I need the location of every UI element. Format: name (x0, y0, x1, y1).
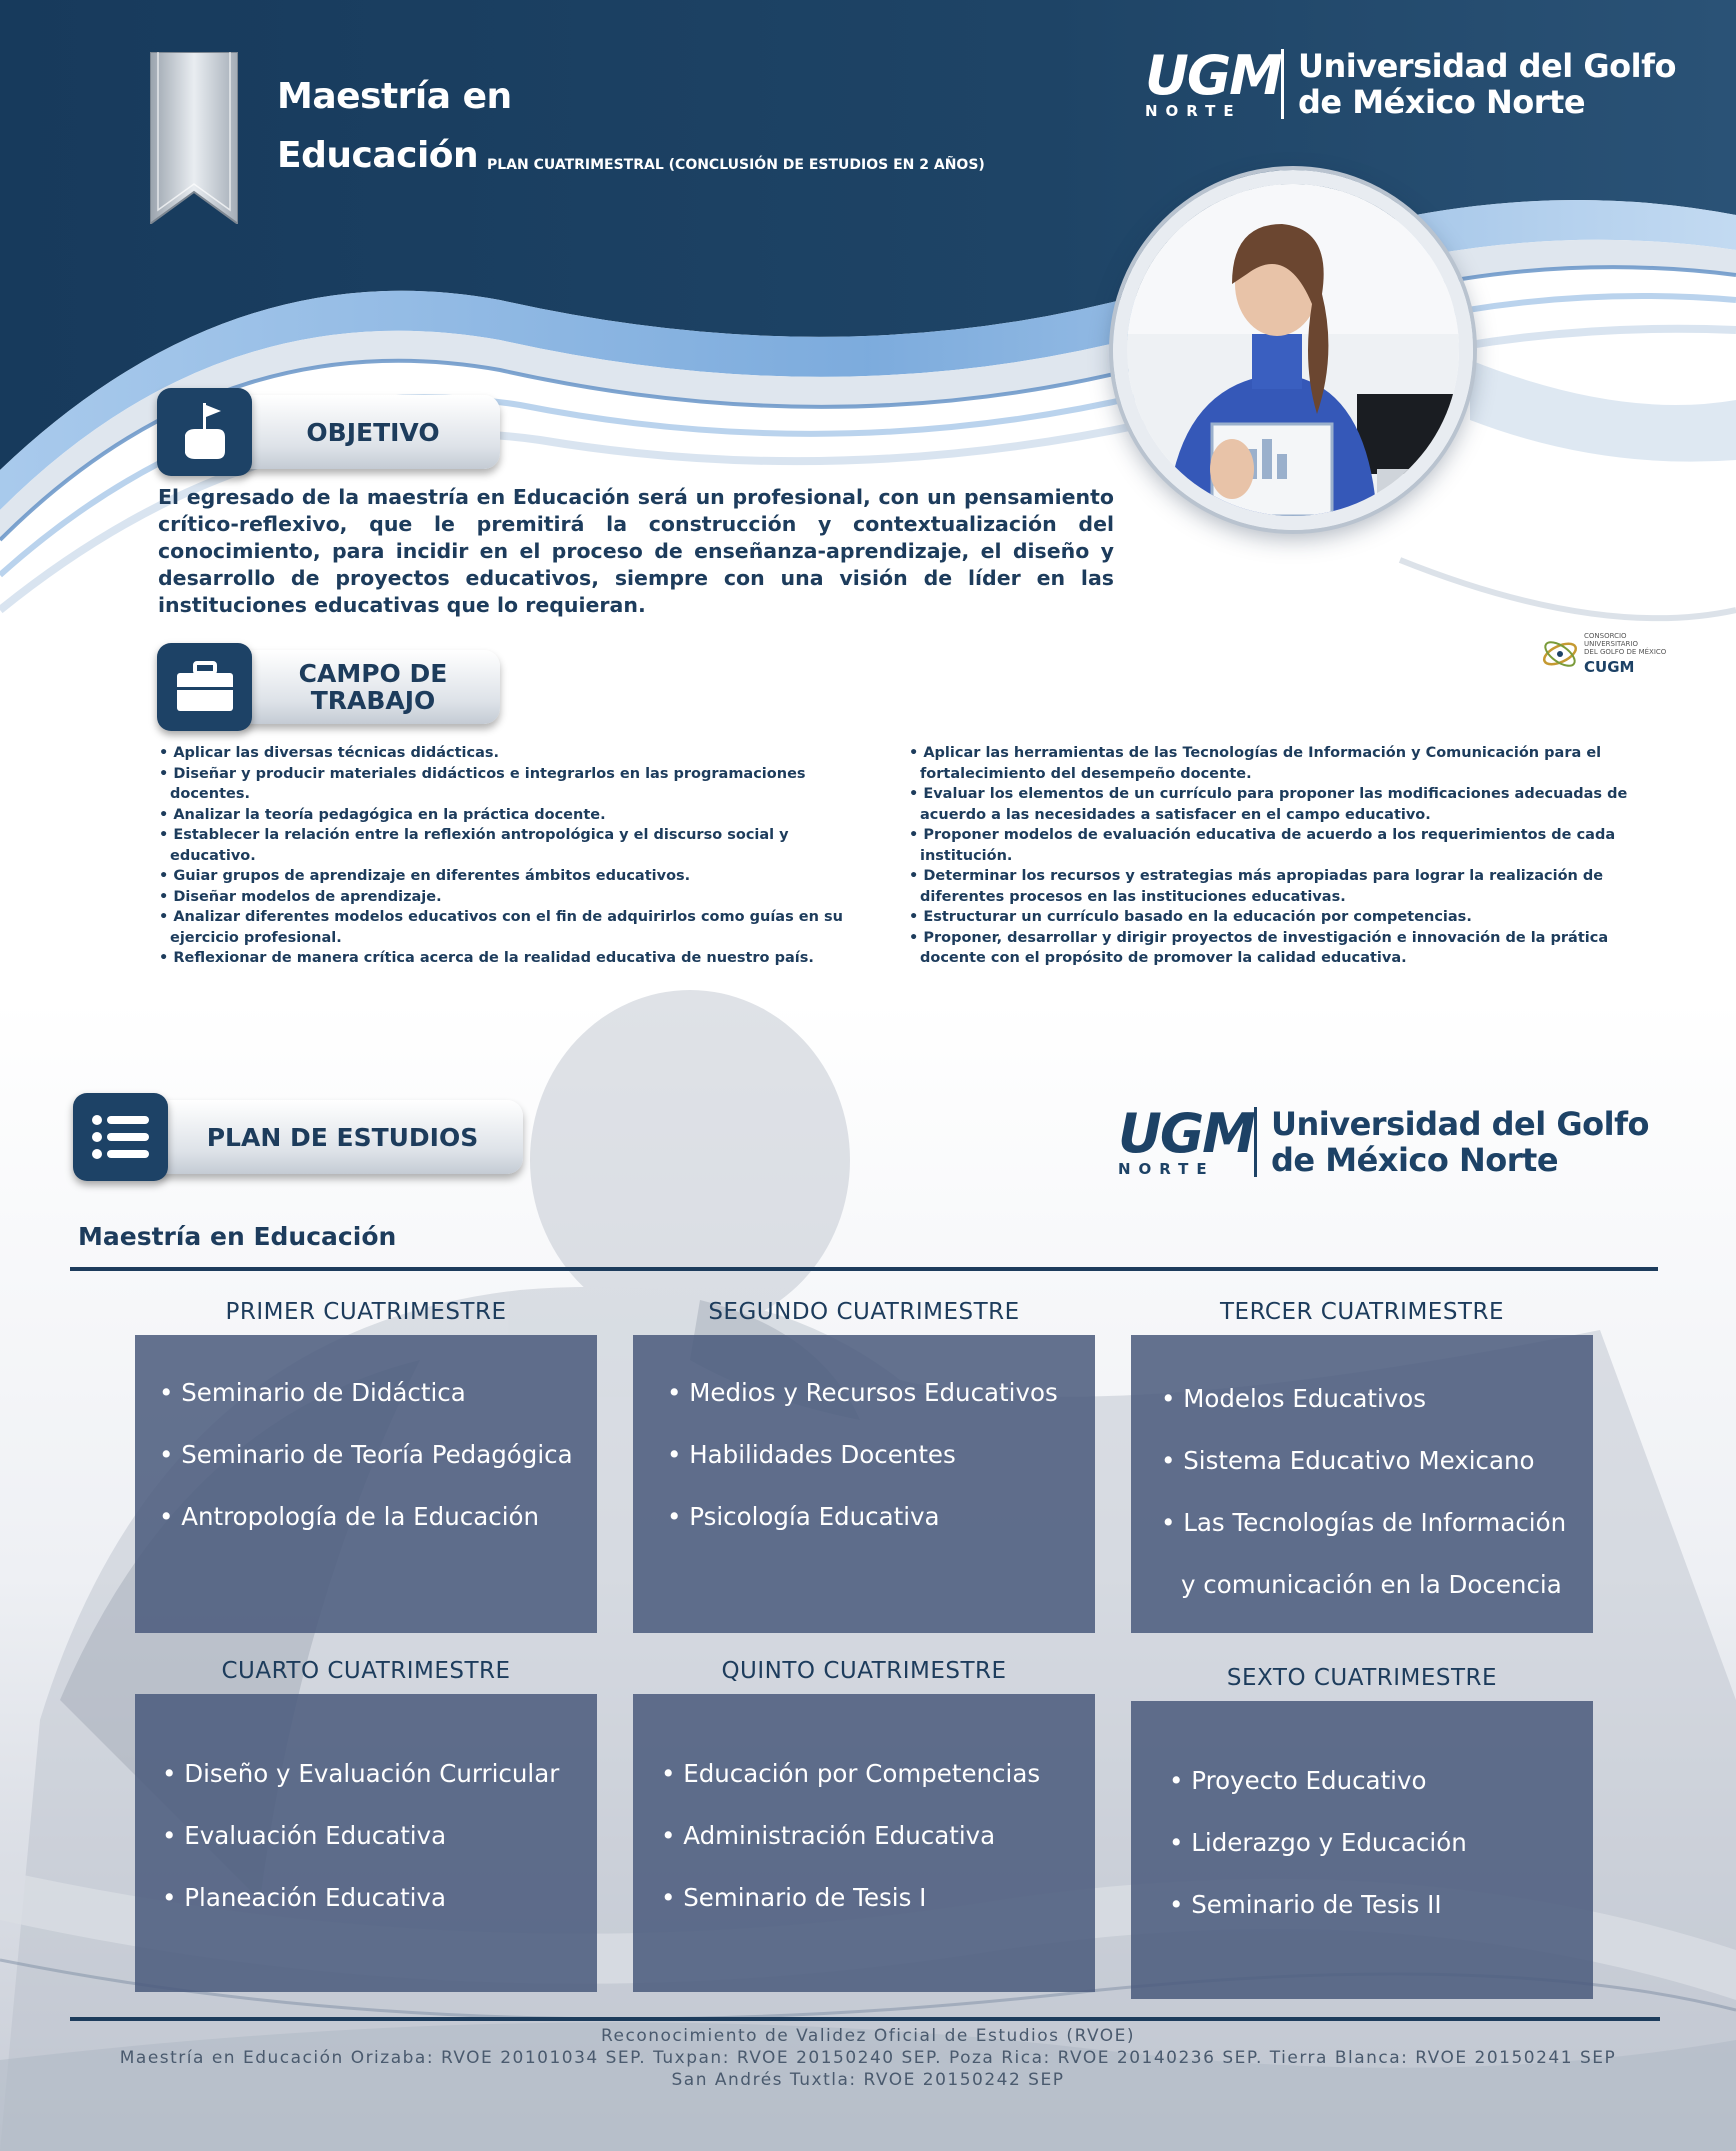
subject-item: • Liderazgo y Educación (1169, 1828, 1467, 1857)
campo-item: • Proponer, desarrollar y dirigir proyectos de investigación e innovación de la prática docente con el propósito de promover la calidad educativa. (909, 929, 1609, 966)
term-box (135, 1335, 597, 1633)
subject-item: y comunicación en la Docencia (1181, 1570, 1562, 1599)
briefcase-icon (175, 661, 235, 713)
campo-item: • Establecer la relación entre la reflexión antropológica y el discurso social y educativo. (159, 827, 789, 864)
plan-icon-box (73, 1093, 168, 1181)
campo-item: • Determinar los recursos y estrategias más apropiadas para lograr la realización de diferentes procesos en las instituciones educativas. (909, 868, 1604, 905)
logo-mark-text: UGM (1145, 44, 1281, 107)
campo-label (242, 650, 500, 724)
campo-item: • Reflexionar de manera crítica acerca de la realidad educativa de nuestro país. (159, 950, 814, 966)
footer-rvoe-details: Maestría en Educación Orizaba: RVOE 20101034 SEP. Tuxpan: RVOE 20150240 SEP. Poza Rica: RVOE 20140236 SEP. Tierra Blanca: RVOE 20150241 SEP (119, 2048, 1617, 2068)
campo-item: • Proponer modelos de evaluación educativa de acuerdo a los requerimientos de cada institución. (909, 827, 1616, 864)
campo-list-right (908, 743, 1643, 969)
subject-item: • Evaluación Educativa (162, 1821, 447, 1850)
cugm-line3: DEL GOLFO DE MÉXICO (1584, 648, 1667, 656)
hand-flag-icon (177, 401, 233, 463)
term-title: QUINTO CUATRIMESTRE (721, 1658, 1007, 1684)
objetivo-tab (157, 388, 500, 476)
subject-item: • Administración Educativa (661, 1821, 996, 1850)
campo-item: • Aplicar las herramientas de las Tecnologías de Información y Comunicación para el fortalecimiento del desempeño docente. (909, 745, 1602, 782)
university-name-line1: Universidad del Golfo (1271, 1105, 1649, 1143)
subject-item: • Sistema Educativo Mexicano (1161, 1446, 1535, 1475)
ribbon-bookmark-icon (150, 52, 238, 224)
campo-item: • Estructurar un currículo basado en la educación por competencias. (909, 909, 1472, 925)
subject-item: • Habilidades Docentes (667, 1440, 956, 1469)
campo-item: • Guiar grupos de aprendizaje en diferentes ámbitos educativos. (159, 868, 691, 884)
term-box (135, 1694, 597, 1992)
subject-item: • Diseño y Evaluación Curricular (162, 1759, 560, 1788)
subject-item: • Las Tecnologías de Información (1161, 1508, 1567, 1537)
subject-item: • Seminario de Tesis I (661, 1883, 927, 1912)
footer-rvoe-title: Reconocimiento de Validez Oficial de Estudios (RVOE) (600, 2026, 1136, 2046)
objetivo-paragraph: El egresado de la maestría en Educación será un profesional, con un pensamiento crítico-reflexivo, que le premitirá la construcción y contextualización del conocimiento, para incidir en el proceso de enseñanza-aprendizaje, el diseño y desarrollo de proyectos educativos, siempre con una visión de líder en las instituciones educativas que lo requieran. (158, 485, 1114, 617)
campo-item: • Analizar diferentes modelos educativos con el fin de adquirirlos como guías en su ejercicio profesional. (159, 909, 843, 946)
logo-divider (1281, 49, 1284, 119)
objetivo-icon-box (157, 388, 252, 476)
subject-item: • Planeación Educativa (162, 1883, 446, 1912)
page-subtitle: PLAN CUATRIMESTRAL (CONCLUSIÓN DE ESTUDIOS EN 2 AÑOS) (487, 157, 985, 173)
campo-tab (157, 643, 500, 731)
logo-sub-text: NORTE (1118, 1160, 1215, 1178)
ugm-logo-mark (1118, 1102, 1254, 1178)
plan-tab (73, 1093, 523, 1181)
term-title: PRIMER CUATRIMESTRE (225, 1299, 507, 1325)
university-name (1298, 48, 1676, 120)
subject-item: • Modelos Educativos (1161, 1384, 1427, 1413)
term-title: SEGUNDO CUATRIMESTRE (708, 1299, 1020, 1325)
student-photo (1113, 170, 1473, 530)
list-icon (91, 1114, 151, 1160)
ugm-logo-mark (1145, 44, 1281, 120)
cugm-logo (1540, 632, 1666, 676)
cugm-brand: CUGM (1584, 658, 1635, 676)
subject-item: • Medios y Recursos Educativos (667, 1378, 1058, 1407)
subject-item: • Psicología Educativa (667, 1502, 940, 1531)
campo-icon-box (157, 643, 252, 731)
term-box (1131, 1701, 1593, 1999)
page-title-line1: Maestría en (277, 76, 512, 117)
divider-rule (70, 2017, 1660, 2021)
cugm-line1: CONSORCIO (1584, 632, 1627, 640)
term-box (633, 1694, 1095, 1992)
university-name-line2: de México Norte (1298, 83, 1586, 121)
term-box (633, 1335, 1095, 1633)
campo-item: • Diseñar modelos de aprendizaje. (159, 888, 442, 905)
divider-rule (70, 1267, 1658, 1271)
cugm-text (1584, 632, 1666, 676)
plan-label: PLAN DE ESTUDIOS (158, 1100, 523, 1174)
subject-item: • Educación por Competencias (661, 1759, 1041, 1788)
term-box (1131, 1335, 1593, 1633)
cugm-line2: UNIVERSITARIO (1584, 640, 1638, 648)
cugm-orbit-icon (1540, 634, 1580, 674)
term-title: TERCER CUATRIMESTRE (1220, 1299, 1504, 1325)
campo-item: • Evaluar los elementos de un currículo para proponer las modificaciones adecuadas de acuerdo a las necesidades a satisfacer en el campo educativo. (909, 786, 1628, 823)
university-name-line2: de México Norte (1271, 1141, 1559, 1179)
campo-item: • Diseñar y producir materiales didácticos e integrarlos en las programaciones docentes. (159, 765, 806, 802)
logo-divider (1254, 1107, 1257, 1177)
university-logo-plan (1118, 1102, 1649, 1179)
campo-item: • Aplicar las diversas técnicas didácticas. (159, 745, 500, 761)
page-title-line2: Educación (277, 135, 479, 176)
subject-item: • Antropología de la Educación (159, 1502, 540, 1531)
subject-item: • Proyecto Educativo (1169, 1766, 1427, 1795)
logo-sub-text: NORTE (1145, 102, 1242, 120)
logo-mark-text: UGM (1118, 1102, 1254, 1165)
subject-item: • Seminario de Tesis II (1169, 1890, 1442, 1919)
footer-rvoe-details-2: San Andrés Tuxtla: RVOE 20150242 SEP (671, 2070, 1065, 2090)
plan-heading: Maestría en Educación (78, 1222, 397, 1251)
university-logo-header (1145, 44, 1676, 121)
campo-label-line1: CAMPO DE (298, 659, 448, 688)
term-title: CUARTO CUATRIMESTRE (221, 1658, 511, 1684)
university-name-line1: Universidad del Golfo (1298, 47, 1676, 85)
subject-item: • Seminario de Didáctica (159, 1378, 466, 1407)
university-name (1271, 1106, 1649, 1178)
campo-item: • Analizar la teoría pedagógica en la práctica docente. (159, 806, 606, 823)
term-title: SEXTO CUATRIMESTRE (1226, 1665, 1498, 1691)
campo-list-left (158, 743, 878, 969)
subject-item: • Seminario de Teoría Pedagógica (159, 1440, 573, 1469)
objetivo-label: OBJETIVO (242, 395, 500, 469)
campo-label-line2: TRABAJO (310, 686, 436, 715)
